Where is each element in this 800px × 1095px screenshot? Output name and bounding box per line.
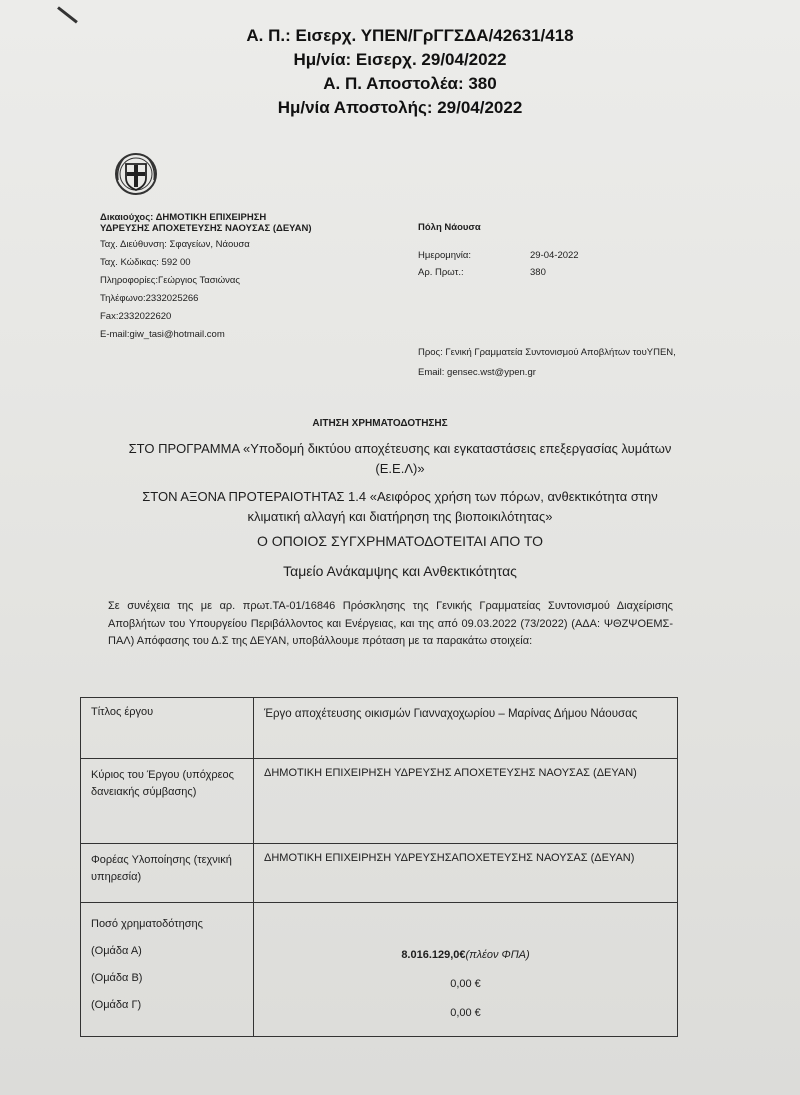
amount-a-note: (πλέον ΦΠΑ) (465, 949, 530, 961)
document-title: ΑΙΤΗΣΗ ΧΡΗΜΑΤΟΔΟΤΗΣΗΣ (312, 418, 448, 429)
row-value-amount (254, 903, 678, 1037)
recipient-to: Προς: Γενική Γραμματεία Συντονισμού Αποβλήτων τουΥΠΕΝ, (418, 347, 676, 358)
date-label: Ημερομηνία: (418, 250, 472, 261)
date-value: 29-04-2022 (530, 250, 579, 261)
intro-paragraph: Σε συνέχεια της με αρ. πρωτ.ΤΑ-01/16846 Πρόσκλησης της Γενικής Γραμματείας Συντονισμού Διαχείρισης Αποβλήτων του Υπουργείου Περιβάλλοντος και Ενέργειας, και της από 09.03.2022 (73/2022) (ΑΔΑ: ΨΘΖΨΟΕΜΣ-ΠΑΛ) Απόφασης του Δ.Σ της ΔΕΥΑΝ, υποβάλλουμε πρόταση με τα παρακάτω στοιχεία: (108, 600, 673, 647)
group-b-label: (Ομάδα Β) (91, 972, 143, 984)
amount-a-value: 8.016.129,0€ (401, 949, 466, 961)
meta-block (418, 222, 579, 281)
group-a-label: (Ομάδα Α) (91, 945, 142, 957)
greek-coat-of-arms-icon (112, 150, 160, 198)
sender-phone: Τηλέφωνο:2332025266 (100, 293, 199, 304)
row-label-title: Τίτλος έργου (81, 698, 254, 759)
row-value-title: Έργο αποχέτευσης οικισμών Γιανναχοχωρίου – Μαρίνας Δήμου Νάουσας (254, 698, 678, 759)
sender-address: Ταχ. Διεύθυνση: Σφαγείων, Νάουσα (100, 239, 250, 250)
amount-group-c: 0,00 € (450, 1007, 481, 1019)
group-c-label: (Ομάδα Γ) (91, 999, 142, 1011)
sender-postcode: Ταχ. Κώδικας: 592 00 (100, 257, 191, 268)
meta-table (418, 247, 579, 281)
recipient-email: Email: gensec.wst@ypen.gr (418, 367, 536, 378)
stamp-protocol: Α. Π.: Εισερχ. ΥΠΕΝ/ΓρΓΓΣΔΑ/42631/418 (246, 26, 574, 45)
fund-name: Ταμείο Ανάκαμψης και Ανθεκτικότητας (283, 563, 517, 579)
sender-name-line2: ΥΔΡΕΥΣΗΣ ΑΠΟΧΕΤΕΥΣΗΣ ΝΑΟΥΣΑΣ (ΔΕΥΑΝ) (100, 223, 312, 234)
row-label-owner: Κύριος του Έργου (υπόχρεος δανειακής σύμβασης) (81, 759, 254, 844)
registry-stamp (0, 24, 800, 120)
row-value-owner: ΔΗΜΟΤΙΚΗ ΕΠΙΧΕΙΡΗΣΗ ΥΔΡΕΥΣΗΣ ΑΠΟΧΕΤΕΥΣΗΣ ΝΑΟΥΣΑΣ (ΔΕΥΑΝ) (254, 759, 678, 844)
pen-mark (57, 6, 78, 23)
table-row (81, 698, 678, 759)
stamp-send-date: Ημ/νία Αποστολής: 29/04/2022 (277, 98, 523, 117)
sender-fax: Fax:2332022620 (100, 311, 172, 322)
axis-title: ΣΤΟΝ ΑΞΟΝΑ ΠΡΟΤΕΡΑΙΟΤΗΤΑΣ 1.4 «Αειφόρος χρήση των πόρων, ανθεκτικότητα στην κλιματική αλλαγή και διατήρηση της βιοποικιλότητας» (142, 489, 658, 524)
table-row (81, 759, 678, 844)
sender-info: Πληροφορίες:Γεώργιος Τασιώνας (100, 275, 240, 286)
protocol-value: 380 (530, 267, 546, 278)
city: Πόλη Νάουσα (418, 222, 481, 233)
table-row (81, 844, 678, 903)
program-title: ΣΤΟ ΠΡΟΓΡΑΜΜΑ «Υποδομή δικτύου αποχέτευσης και εγκαταστάσεις επεξεργασίας λυμάτων (Ε.Ε.Λ)» (128, 441, 672, 476)
amount-label: Ποσό χρηματοδότησης (91, 918, 203, 930)
table-row (81, 903, 678, 1037)
row-value-implementer: ΔΗΜΟΤΙΚΗ ΕΠΙΧΕΙΡΗΣΗ ΥΔΡΕΥΣΗΣΑΠΟΧΕΤΕΥΣΗΣ ΝΑΟΥΣΑΣ (ΔΕΥΑΝ) (254, 844, 678, 903)
row-label-implementer: Φορέας Υλοποίησης (τεχνική υπηρεσία) (81, 844, 254, 903)
amount-group-a (264, 941, 667, 970)
cofund-line: Ο ΟΠΟΙΟΣ ΣΥΓΧΡΗΜΑΤΟΔΟΤΕΙΤΑΙ ΑΠΟ ΤΟ (256, 533, 544, 549)
project-table (80, 697, 678, 1037)
document-heading (0, 418, 800, 579)
row-label-amount (81, 903, 254, 1037)
sender-email: E-mail:giw_tasi@hotmail.com (100, 329, 225, 340)
amount-group-b: 0,00 € (450, 978, 481, 990)
protocol-label: Αρ. Πρωτ.: (418, 267, 464, 278)
sender-block (100, 212, 312, 344)
recipient-block (418, 346, 704, 380)
stamp-sender-protocol: Α. Π. Αποστολέα: 380 (323, 74, 497, 93)
stamp-date-in: Ημ/νία: Εισερχ. 29/04/2022 (293, 50, 507, 69)
sender-name-line1: Δικαιούχος: ΔΗΜΟΤΙΚΗ ΕΠΙΧΕΙΡΗΣΗ (100, 212, 267, 223)
